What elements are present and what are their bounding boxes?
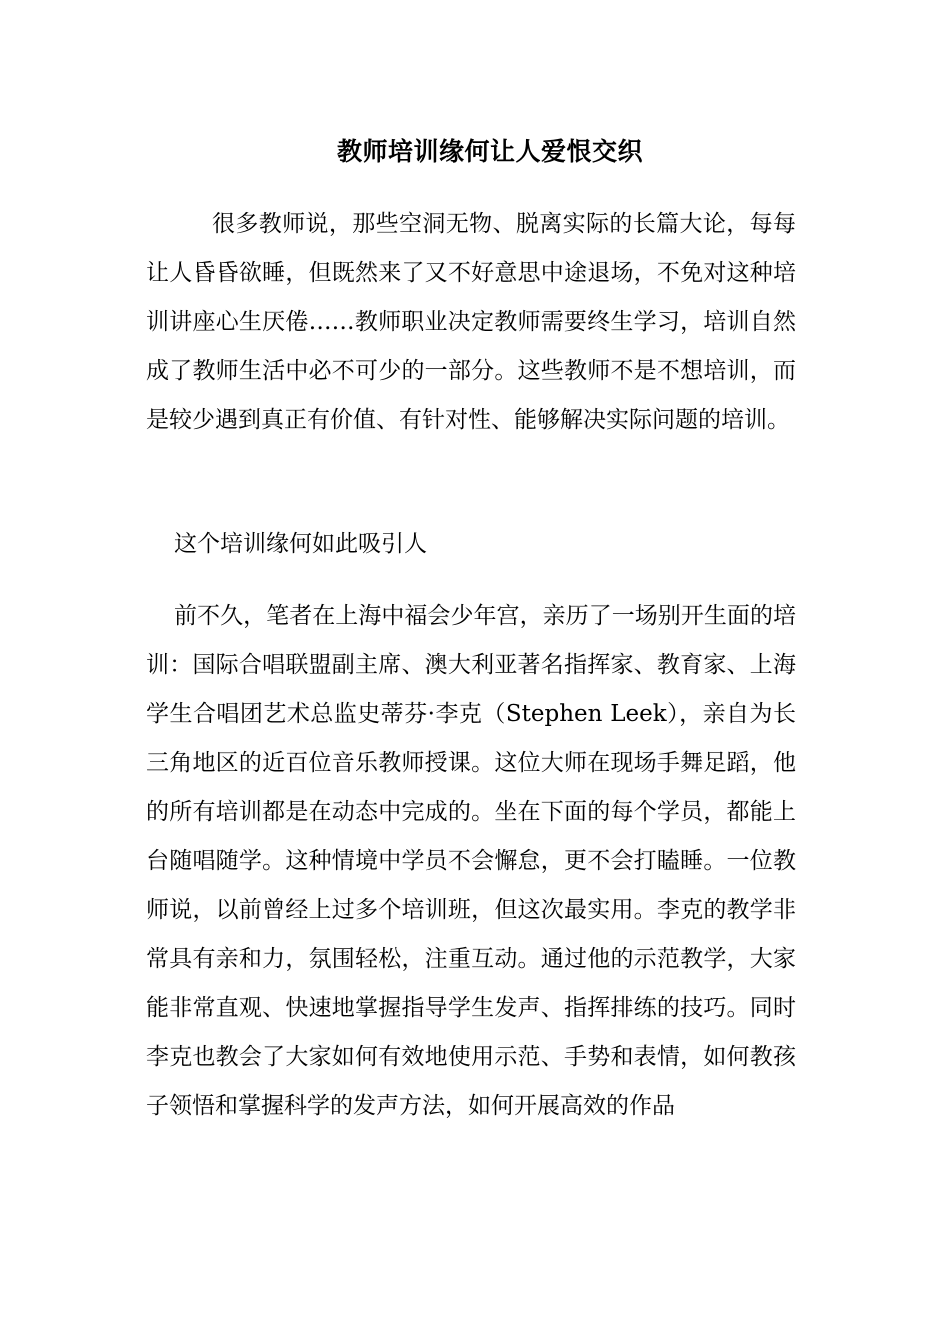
paragraph-intro: 很多教师说，那些空洞无物、脱离实际的长篇大论，每每让人昏昏欲睡，但既然来了又不好意思中途退场，不免对这种培训讲座心生厌倦……教师职业决定教师需要终生学习，培训自然成了教师生活中必不可少的一部分。这些教师不是不想培训，而是较少遇到真正有价值、有针对性、能够解决实际问题的培训。 <box>146 211 796 433</box>
document-title: 教师培训缘何让人爱恨交织 <box>336 137 643 166</box>
paragraph-body: 前不久，笔者在上海中福会少年宫，亲历了一场别开生面的培训：国际合唱联盟副主席、澳大利亚著名指挥家、教育家、上海学生合唱团艺术总监史蒂芬·李克（Stephen Leek），亲自为长三角地区的近百位音乐教师授课。这位大师在现场手舞足蹈，他的所有培训都是在动态中完成的。坐在下面的每个学员，都能上台随唱随学。这种情境中学员不会懈怠，更不会打瞌睡。一位教师说，以前曾经上过多个培训班，但这次最实用。李克的教学非常具有亲和力，氛围轻松，注重互动。通过他的示范教学，大家能非常直观、快速地掌握指导学生发声、指挥排练的技巧。同时李克也教会了大家如何有效地使用示范、手势和表情，如何教孩子领悟和掌握科学的发声方法，如何开展高效的作品 <box>146 603 796 1119</box>
section-heading: 这个培训缘何如此吸引人 <box>174 531 427 557</box>
